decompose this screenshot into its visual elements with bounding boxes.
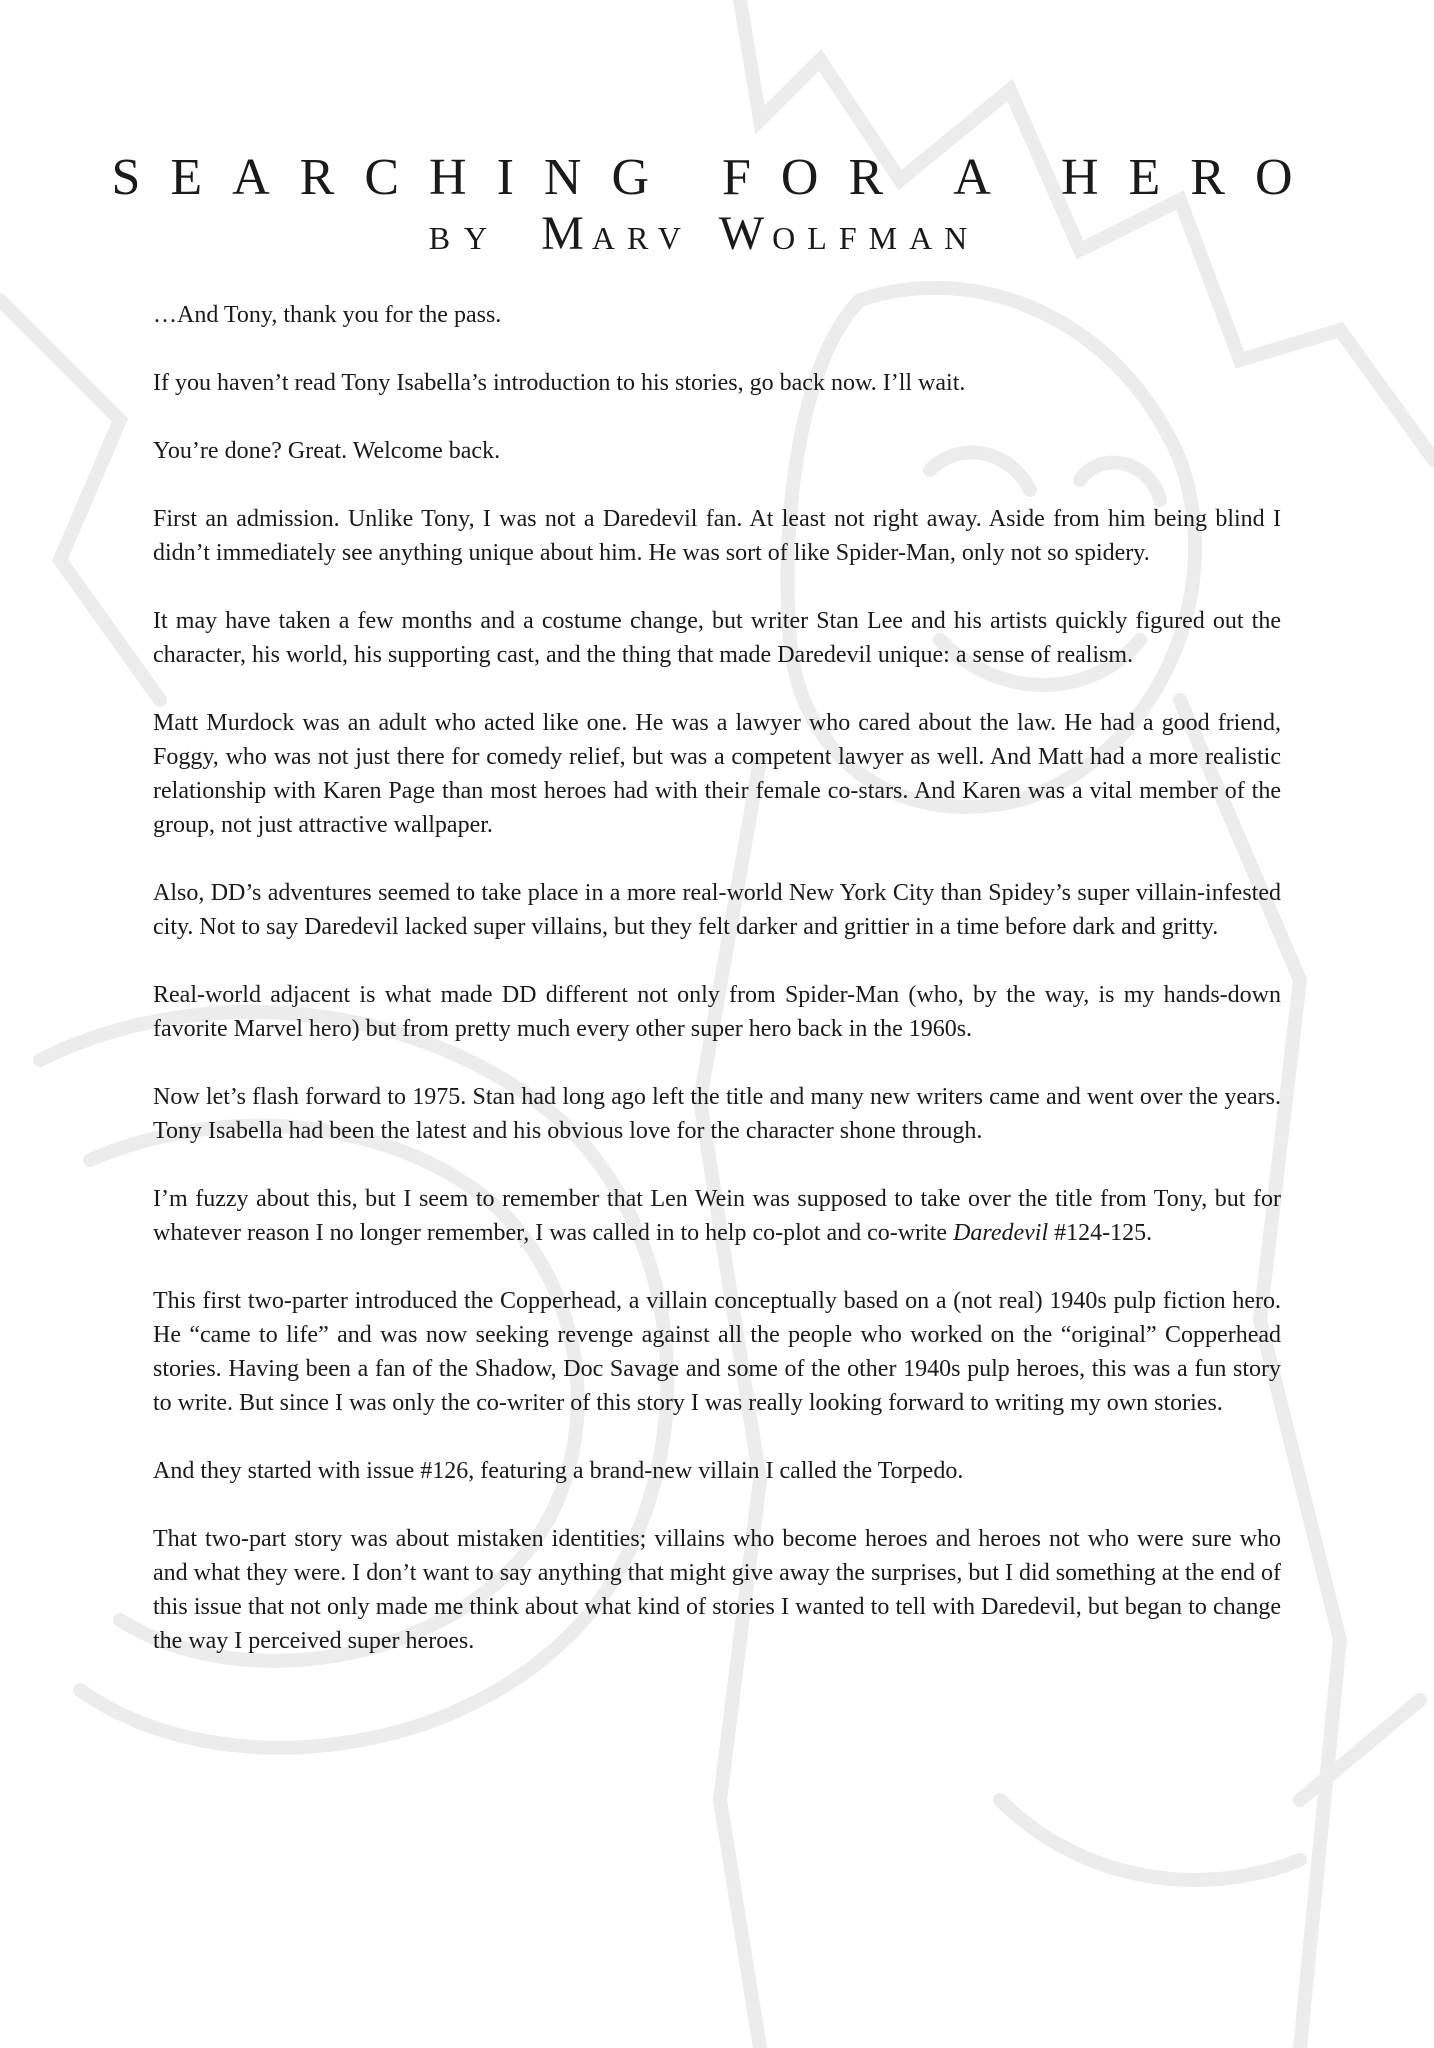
article-title: SEARCHING FOR A HERO [111, 149, 1323, 206]
byline-by: BY [428, 220, 502, 256]
paragraph: You’re done? Great. Welcome back. [153, 438, 501, 464]
paragraph: Real-world adjacent is what made DD different not only from Spider-Man (who, by the way, is my hands-down favorite Marvel hero) but from pretty much every other super hero back in the 1960s. [153, 982, 1281, 1042]
paragraph: First an admission. Unlike Tony, I was not a Daredevil fan. At least not right away. Aside from him being blind I didn’t immediately see anything unique about him. He was sort of like Spider-Man, only not so spidery. [153, 506, 1281, 566]
article-body [153, 298, 1281, 1658]
byline [0, 206, 1434, 273]
paragraph: This first two-parter introduced the Copperhead, a villain conceptually based on a (not real) 1940s pulp fiction hero. He “came to life” and was now seeking revenge against all the people who worked on the “original” Copperhead stories. Having been a fan of the Shadow, Doc Savage and some of the other 1940s pulp heroes, this was a fun story to write. But since I was only the co-writer of this story I was really looking forward to writing my own stories. [153, 1288, 1281, 1416]
author-last-name: WOLFMAN [718, 207, 980, 260]
paragraph: Also, DD’s adventures seemed to take place in a more real-world New York City than Spidey’s super villain-infested city. Not to say Daredevil lacked super villains, but they felt darker and grittier in a time before dark and gritty. [153, 880, 1281, 940]
paragraph: That two-part story was about mistaken identities; villains who become heroes and heroes not who were sure who and what they were. I don’t want to say anything that might give away the surprises, but I did something at the end of this issue that not only made me think about what kind of stories I wanted to tell with Daredevil, but began to change the way I perceived super heroes. [153, 1526, 1281, 1654]
paragraph: It may have taken a few months and a costume change, but writer Stan Lee and his artists quickly figured out the character, his world, his supporting cast, and the thing that made Daredevil unique: a sense of realism. [153, 608, 1281, 668]
paragraph: And they started with issue #126, featuring a brand-new villain I called the Torpedo. [153, 1458, 964, 1484]
paragraph: If you haven’t read Tony Isabella’s introduction to his stories, go back now. I’ll wait. [153, 370, 966, 396]
author-first-name: MARV [541, 207, 693, 260]
paragraph: Matt Murdock was an adult who acted like one. He was a lawyer who cared about the law. He had a good friend, Foggy, who was not just there for comedy relief, but was a competent lawyer as well. And Matt had a more realistic relationship with Karen Page than most heroes had with their female co-stars. And Karen was a vital member of the group, not just attractive wallpaper. [153, 710, 1281, 838]
paragraph: Now let’s flash forward to 1975. Stan had long ago left the title and many new writers came and went over the years. Tony Isabella had been the latest and his obvious love for the character shone through. [153, 1084, 1281, 1144]
paragraph: I’m fuzzy about this, but I seem to remember that Len Wein was supposed to take over the title from Tony, but for whatever reason I no longer remember, I was called in to help co-plot and co-write Daredevil #124-125. [153, 1186, 1281, 1246]
comic-title-italic: Daredevil [953, 1220, 1049, 1246]
paragraph: …And Tony, thank you for the pass. [153, 302, 502, 328]
